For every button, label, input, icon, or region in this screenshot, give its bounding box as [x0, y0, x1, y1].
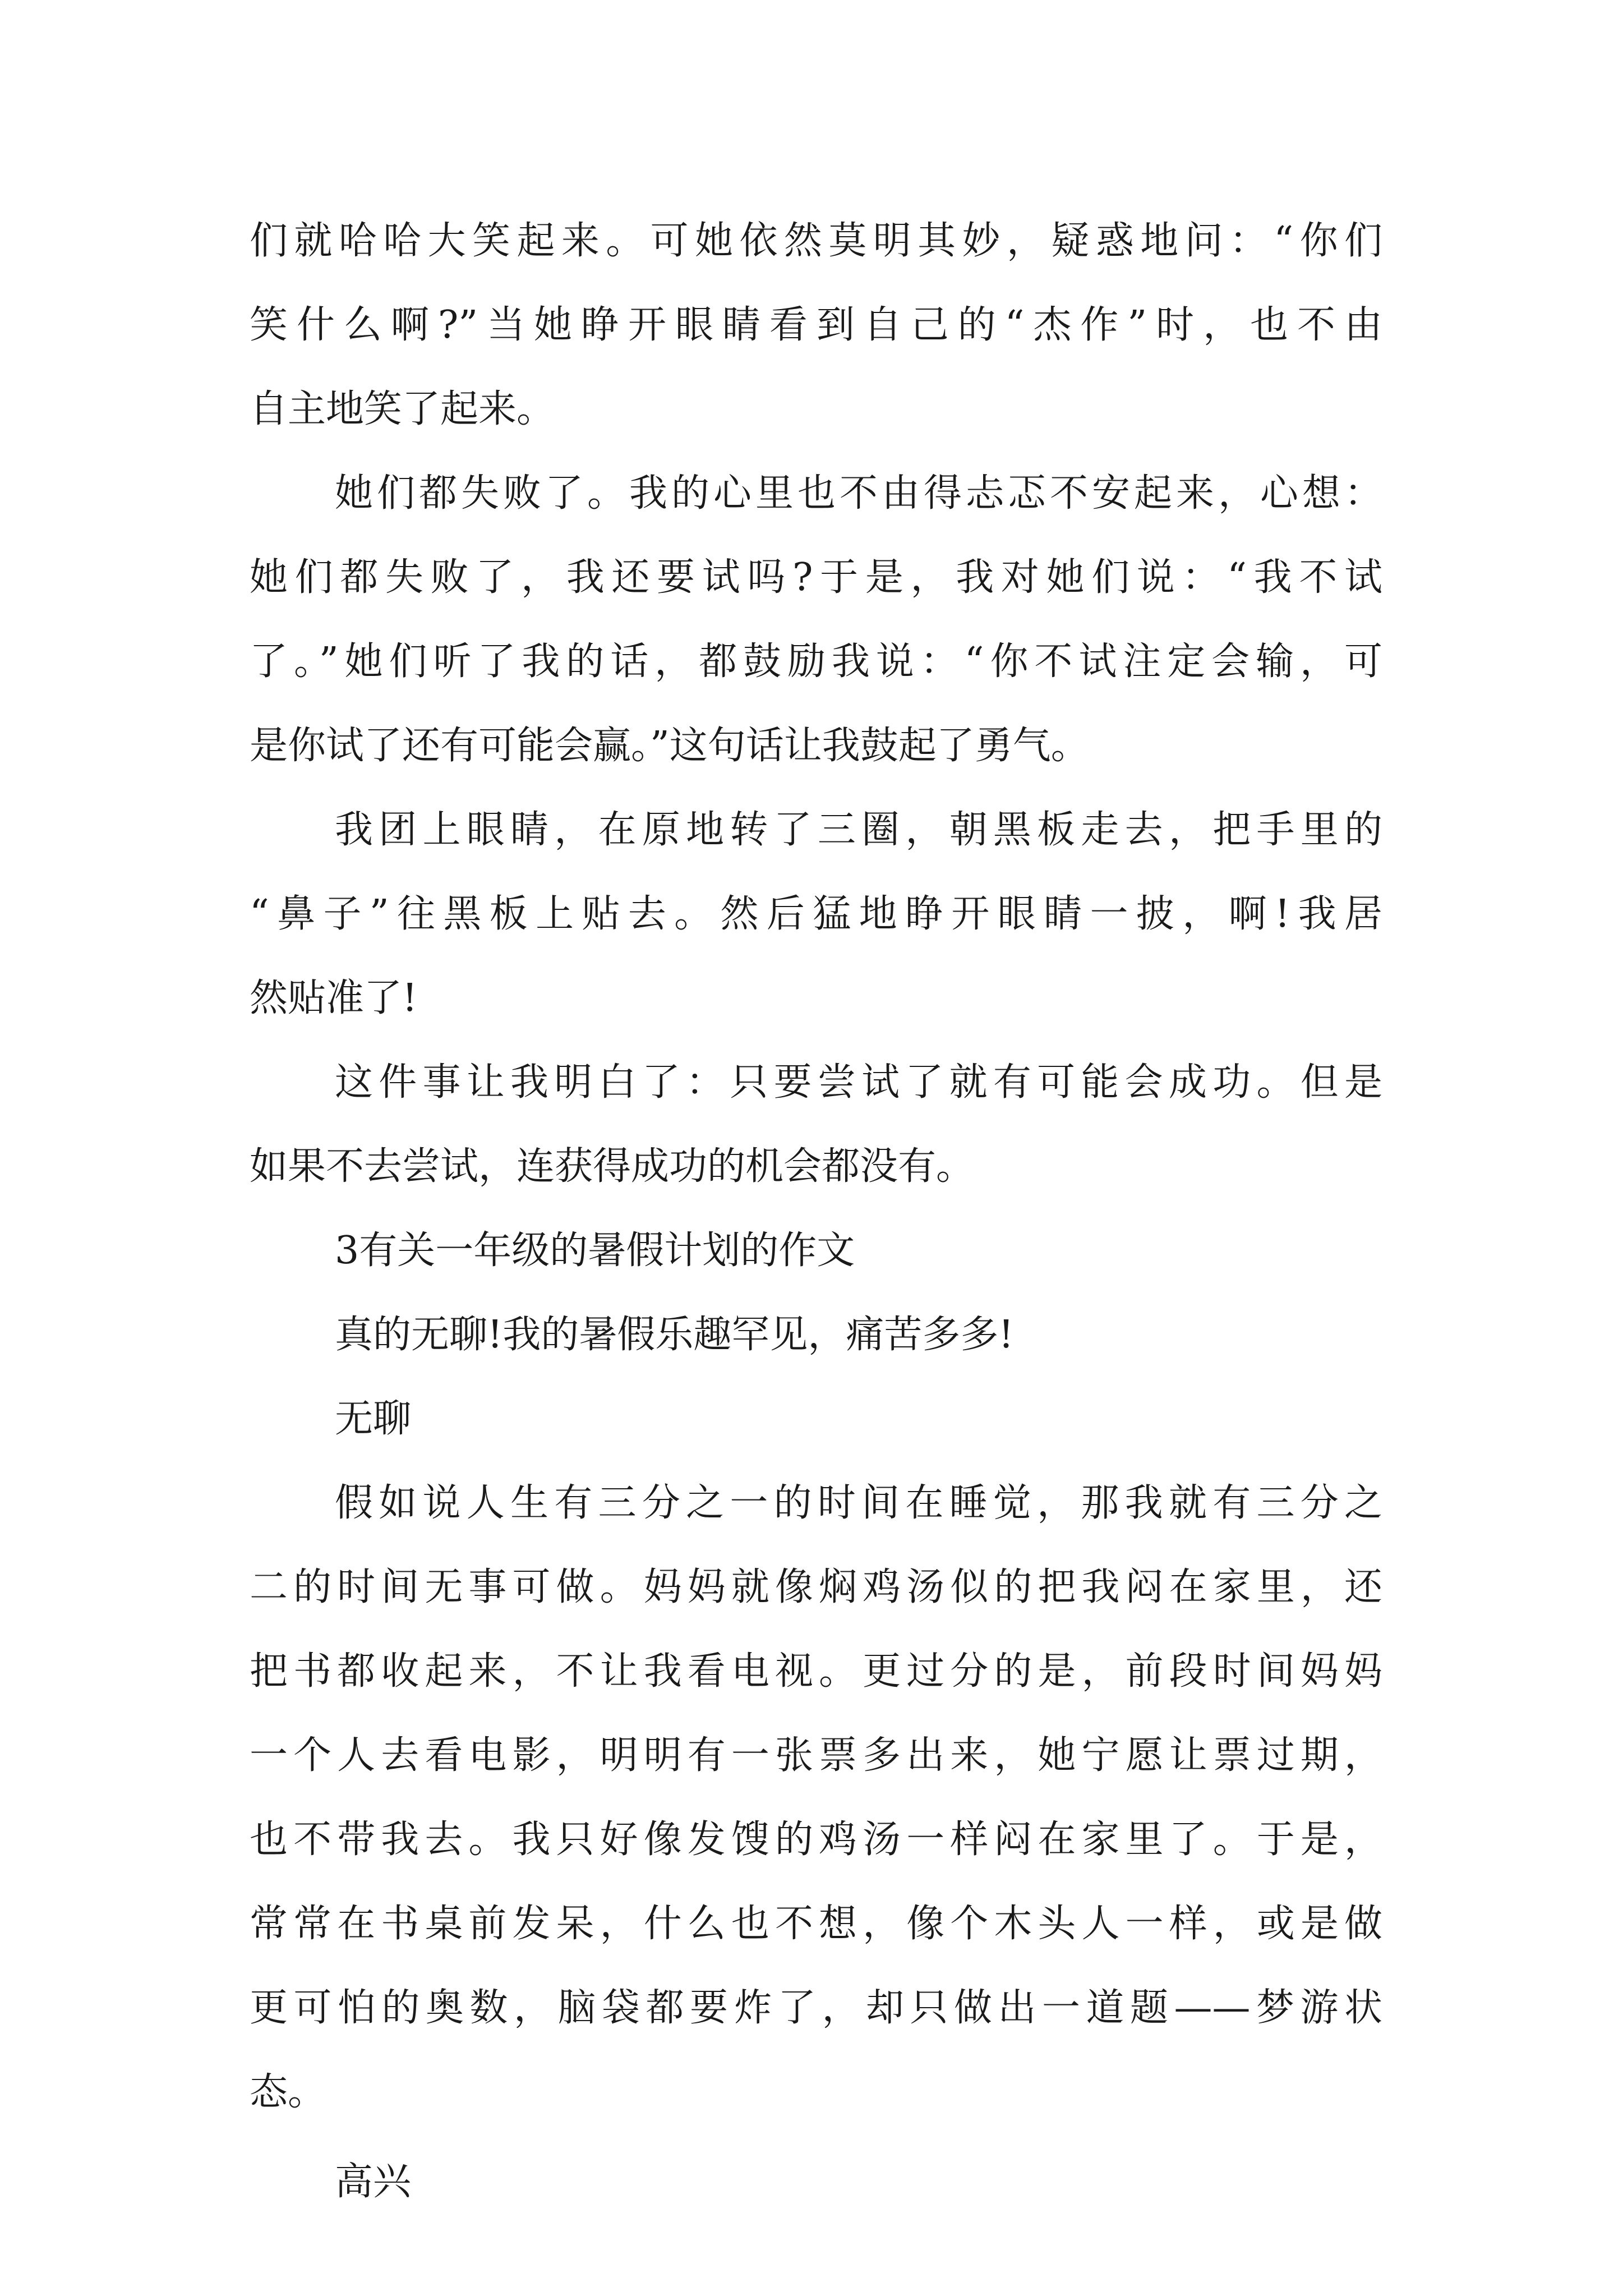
text-line: 如果不去尝试，连获得成功的机会都没有。 [250, 1144, 975, 1189]
text-line: 她们都失败了。我的心里也不由得忐忑不安起来，心想： [335, 471, 1382, 516]
text-line: 常常在书桌前发呆，什么也不想，像个木头人一样，或是做 [250, 1902, 1382, 1946]
text-line: 态。 [250, 2070, 326, 2114]
text-line: 了。”她们听了我的话，都鼓励我说：“你不试注定会输，可 [250, 639, 1382, 684]
text-line: 们就哈哈大笑起来。可她依然莫明其妙，疑惑地问：“你们 [250, 219, 1382, 263]
text-line: 这件事让我明白了：只要尝试了就有可能会成功。但是 [335, 1060, 1382, 1105]
subheading: 高兴 [335, 2160, 412, 2204]
text-line: 我团上眼睛，在原地转了三圈，朝黑板走去，把手里的 [335, 808, 1382, 852]
subheading: 无聊 [335, 1397, 412, 1441]
text-line: 自主地笑了起来。 [250, 387, 555, 431]
text-line: 也不带我去。我只好像发馊的鸡汤一样闷在家里了。于是， [250, 1818, 1382, 1862]
text-line: 是你试了还有可能会赢。”这句话让我鼓起了勇气。 [250, 724, 1089, 768]
text-line: 她们都失败了，我还要试吗?于是，我对她们说：“我不试 [250, 555, 1382, 600]
text-line: 假如说人生有三分之一的时间在睡觉，那我就有三分之 [335, 1481, 1382, 1525]
text-line: “鼻子”往黑板上贴去。然后猛地睁开眼睛一披，啊!我居 [250, 892, 1382, 936]
text-line: 真的无聊!我的暑假乐趣罕见，痛苦多多! [335, 1313, 1014, 1357]
text-line: 把书都收起来，不让我看电视。更过分的是，前段时间妈妈 [250, 1649, 1382, 1694]
text-line: 一个人去看电影，明明有一张票多出来，她宁愿让票过期， [250, 1733, 1382, 1778]
text-line: 然贴准了! [250, 976, 418, 1020]
text-line: 笑什么啊?”当她睁开眼睛看到自己的“杰作”时，也不由 [250, 303, 1382, 347]
section-heading: 3有关一年级的暑假计划的作文 [335, 1228, 855, 1273]
text-line: 二的时间无事可做。妈妈就像焖鸡汤似的把我闷在家里，还 [250, 1565, 1382, 1609]
text-line: 更可怕的奥数，脑袋都要炸了，却只做出一道题——梦游状 [250, 1986, 1382, 2030]
